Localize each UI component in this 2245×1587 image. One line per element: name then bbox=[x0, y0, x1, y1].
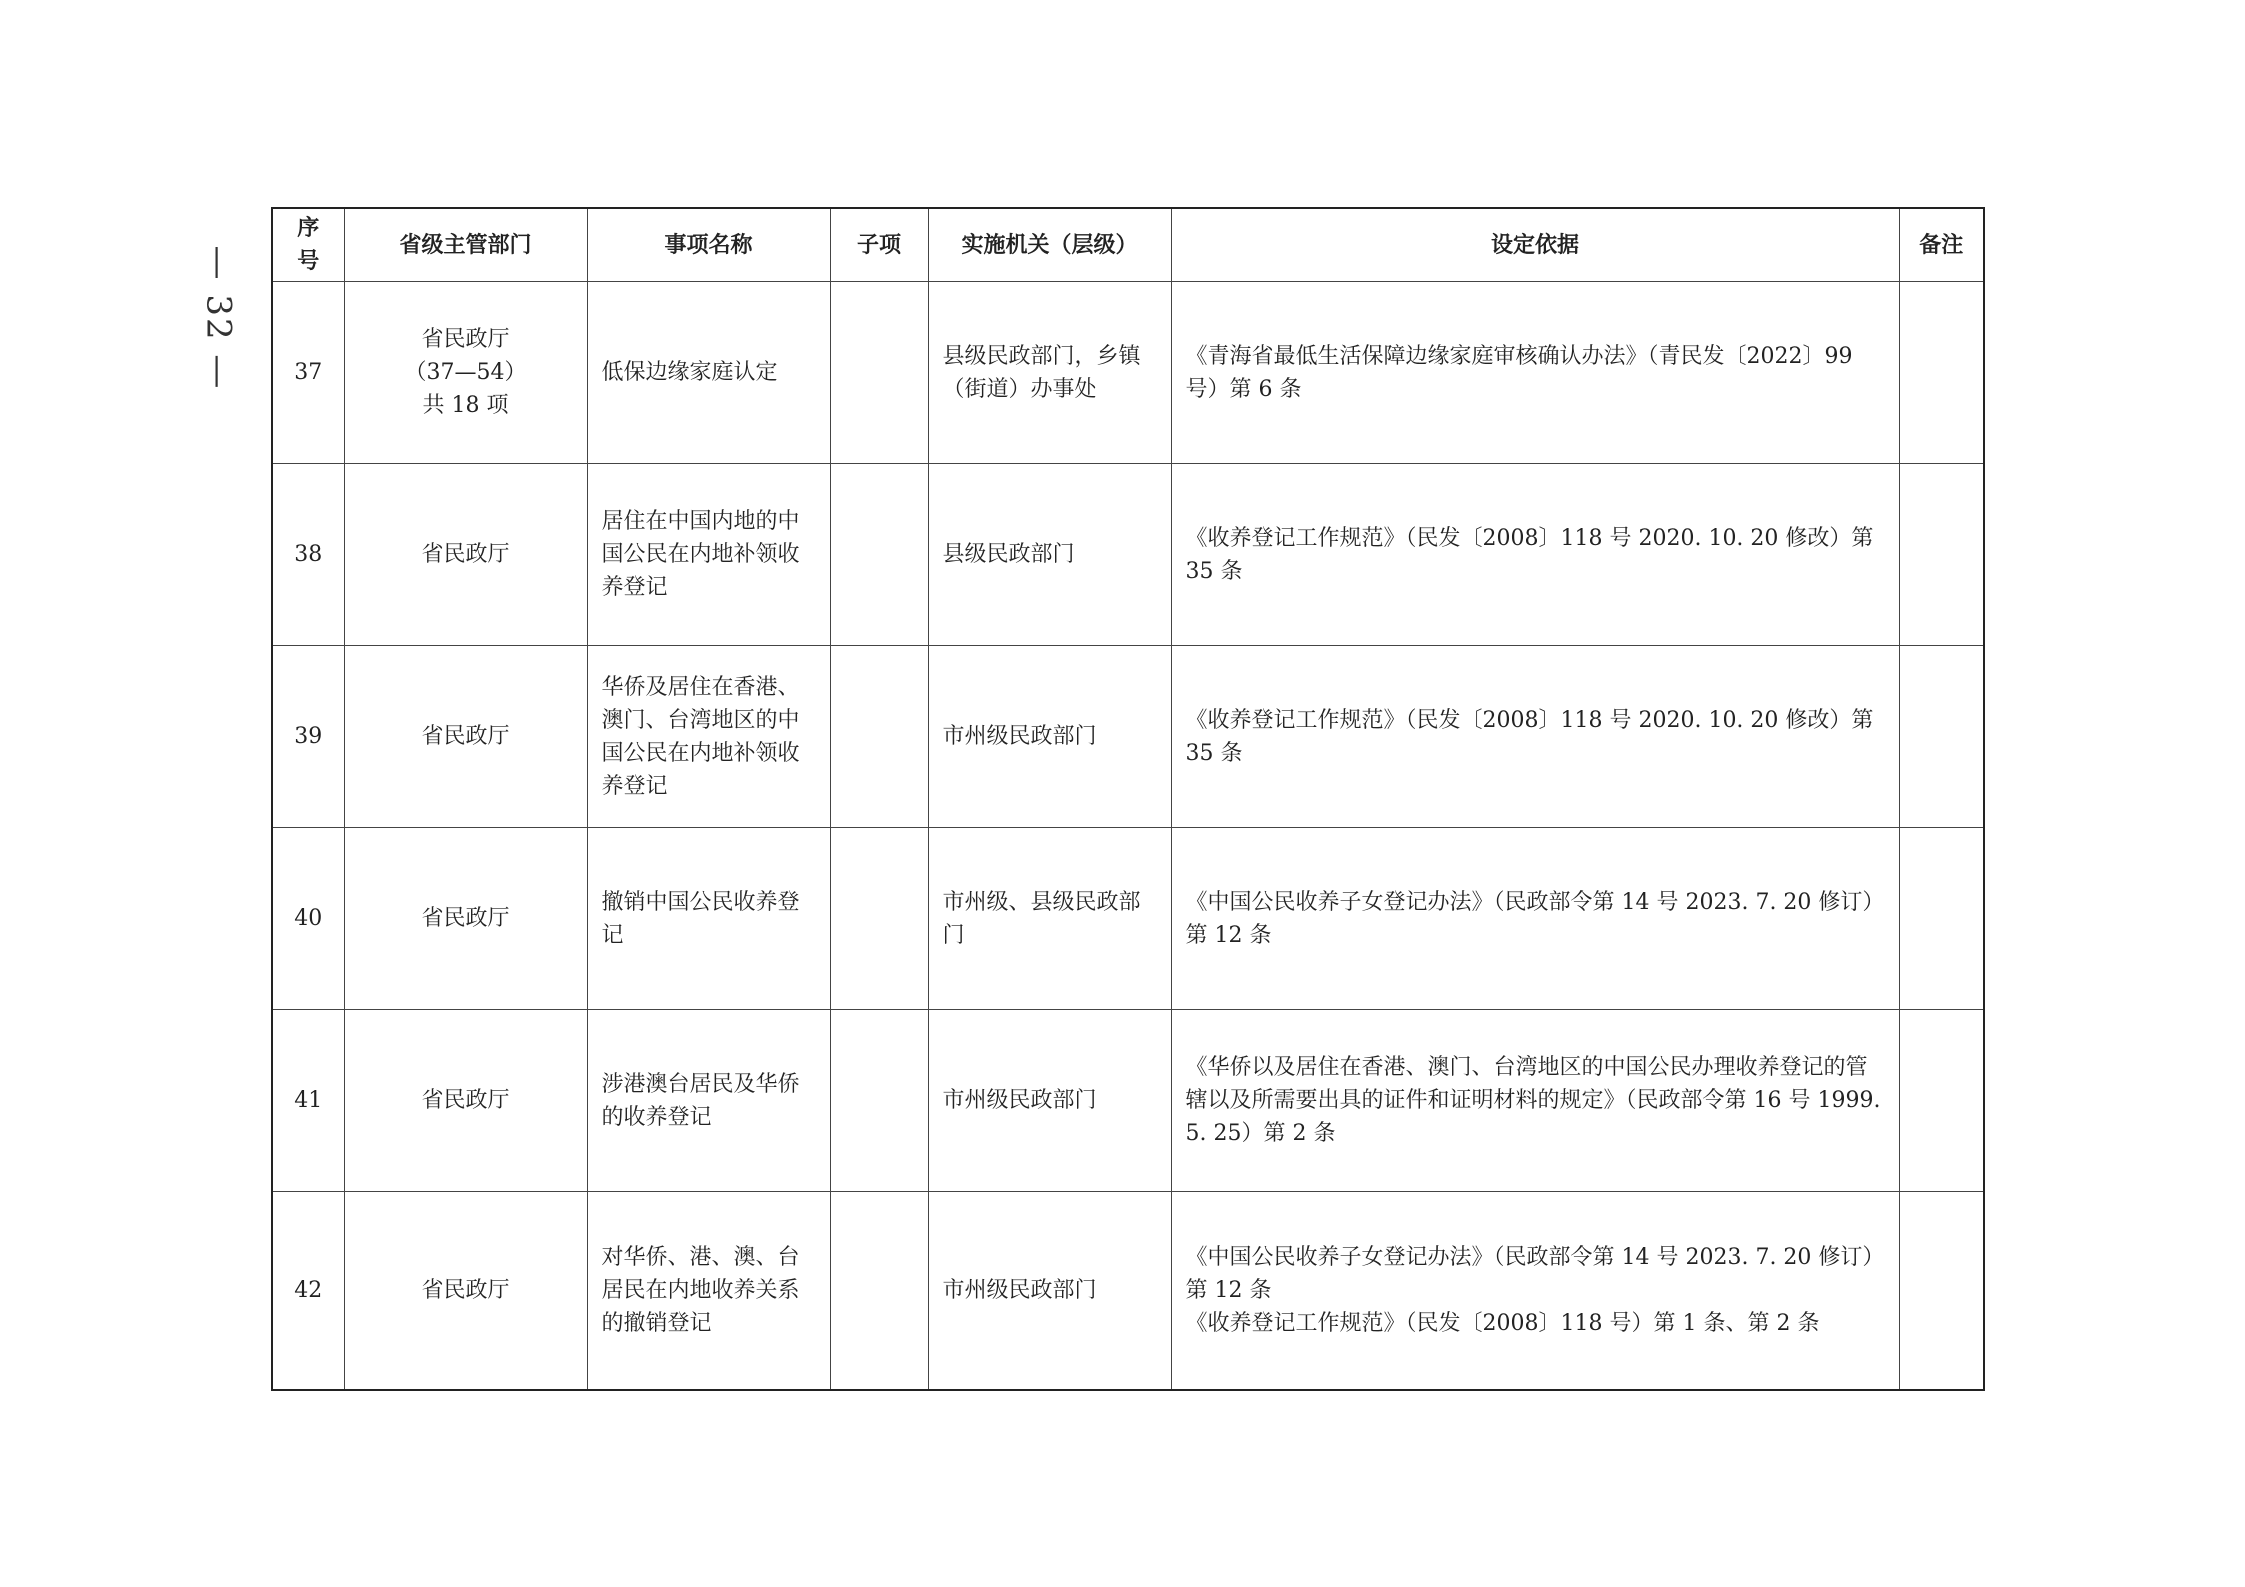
table-header-row bbox=[272, 208, 1984, 282]
cell-sub bbox=[830, 828, 928, 1010]
cell-sub bbox=[830, 464, 928, 646]
page-number-text: — 32 — bbox=[198, 245, 239, 390]
cell-org: 市州级、县级民政部门 bbox=[928, 828, 1171, 1010]
cell-remark bbox=[1899, 646, 1984, 828]
cell-item: 对华侨、港、澳、台居民在内地收养关系的撤销登记 bbox=[587, 1192, 830, 1390]
cell-dept: 省民政厅 （37—54） 共 18 项 bbox=[344, 282, 587, 464]
cell-org: 市州级民政部门 bbox=[928, 1192, 1171, 1390]
cell-dept: 省民政厅 bbox=[344, 1010, 587, 1192]
cell-basis: 《收养登记工作规范》（民发〔2008〕118 号 2020. 10. 20 修改）第 35 条 bbox=[1171, 646, 1899, 828]
cell-remark bbox=[1899, 464, 1984, 646]
items-table bbox=[271, 207, 1985, 1391]
cell-item: 居住在中国内地的中国公民在内地补领收养登记 bbox=[587, 464, 830, 646]
header-no: 序号 bbox=[272, 208, 344, 282]
cell-sub bbox=[830, 282, 928, 464]
cell-basis: 《中国公民收养子女登记办法》（民政部令第 14 号 2023. 7. 20 修订）第 12 条 bbox=[1171, 828, 1899, 1010]
header-basis: 设定依据 bbox=[1171, 208, 1899, 282]
table-row bbox=[272, 1010, 1984, 1192]
cell-org: 县级民政部门，乡镇（街道）办事处 bbox=[928, 282, 1171, 464]
cell-org: 市州级民政部门 bbox=[928, 646, 1171, 828]
cell-no: 40 bbox=[272, 828, 344, 1010]
table-row bbox=[272, 828, 1984, 1010]
cell-item: 撤销中国公民收养登记 bbox=[587, 828, 830, 1010]
cell-no: 38 bbox=[272, 464, 344, 646]
header-item: 事项名称 bbox=[587, 208, 830, 282]
cell-no: 37 bbox=[272, 282, 344, 464]
header-remark: 备注 bbox=[1899, 208, 1984, 282]
cell-item: 涉港澳台居民及华侨的收养登记 bbox=[587, 1010, 830, 1192]
cell-item: 低保边缘家庭认定 bbox=[587, 282, 830, 464]
header-dept: 省级主管部门 bbox=[344, 208, 587, 282]
page-number bbox=[193, 240, 243, 395]
table-row bbox=[272, 282, 1984, 464]
cell-basis: 《中国公民收养子女登记办法》（民政部令第 14 号 2023. 7. 20 修订）第 12 条 《收养登记工作规范》（民发〔2008〕118 号）第 1 条、第 2 条 bbox=[1171, 1192, 1899, 1390]
cell-sub bbox=[830, 646, 928, 828]
header-org: 实施机关（层级） bbox=[928, 208, 1171, 282]
cell-dept: 省民政厅 bbox=[344, 464, 587, 646]
table-row bbox=[272, 1192, 1984, 1390]
cell-basis: 《收养登记工作规范》（民发〔2008〕118 号 2020. 10. 20 修改）第 35 条 bbox=[1171, 464, 1899, 646]
cell-remark bbox=[1899, 828, 1984, 1010]
header-sub: 子项 bbox=[830, 208, 928, 282]
cell-remark bbox=[1899, 1192, 1984, 1390]
cell-item: 华侨及居住在香港、澳门、台湾地区的中国公民在内地补领收养登记 bbox=[587, 646, 830, 828]
cell-basis: 《华侨以及居住在香港、澳门、台湾地区的中国公民办理收养登记的管辖以及所需要出具的证件和证明材料的规定》（民政部令第 16 号 1999. 5. 25）第 2 条 bbox=[1171, 1010, 1899, 1192]
cell-no: 39 bbox=[272, 646, 344, 828]
cell-basis: 《青海省最低生活保障边缘家庭审核确认办法》（青民发〔2022〕99 号）第 6 条 bbox=[1171, 282, 1899, 464]
cell-no: 42 bbox=[272, 1192, 344, 1390]
cell-remark bbox=[1899, 282, 1984, 464]
table-row bbox=[272, 646, 1984, 828]
cell-remark bbox=[1899, 1010, 1984, 1192]
table-row bbox=[272, 464, 1984, 646]
cell-dept: 省民政厅 bbox=[344, 646, 587, 828]
cell-dept: 省民政厅 bbox=[344, 1192, 587, 1390]
cell-no: 41 bbox=[272, 1010, 344, 1192]
cell-dept: 省民政厅 bbox=[344, 828, 587, 1010]
cell-sub bbox=[830, 1192, 928, 1390]
cell-org: 县级民政部门 bbox=[928, 464, 1171, 646]
cell-org: 市州级民政部门 bbox=[928, 1010, 1171, 1192]
cell-sub bbox=[830, 1010, 928, 1192]
